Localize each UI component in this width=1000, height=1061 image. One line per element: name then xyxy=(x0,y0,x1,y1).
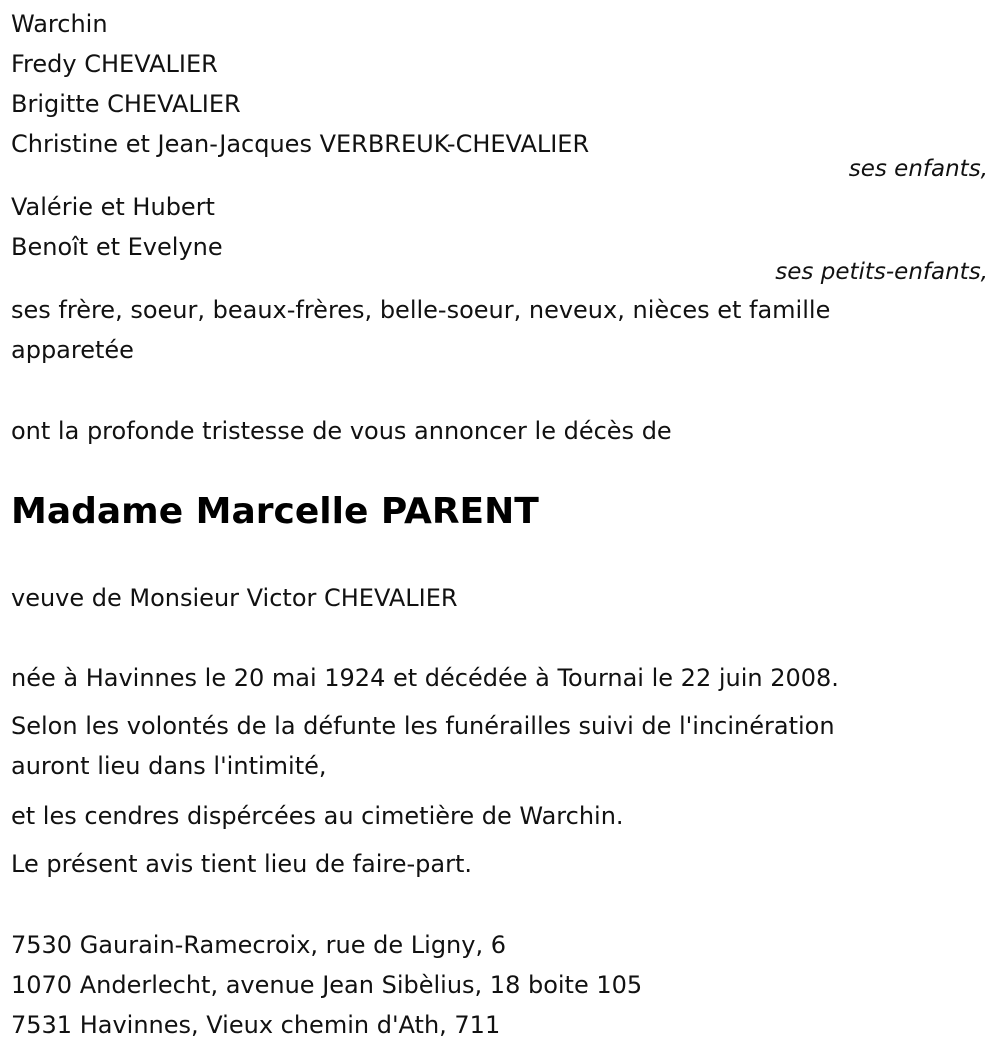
grandchildren-label: ses petits-enfants, xyxy=(775,259,988,285)
header-line-4: Christine et Jean-Jacques VERBREUK-CHEVALIER xyxy=(11,130,590,158)
widow-of: veuve de Monsieur Victor CHEVALIER xyxy=(11,584,458,612)
address-line-2: 1070 Anderlecht, avenue Jean Sibèlius, 18 boite 105 xyxy=(11,971,643,999)
funeral-line-1: Selon les volontés de la défunte les funérailles suivi de l'incinération xyxy=(11,712,835,740)
grandchild-line-1: Valérie et Hubert xyxy=(11,193,215,221)
header-line-1: Warchin xyxy=(11,10,108,38)
ashes: et les cendres dispércées au cimetière de Warchin. xyxy=(11,802,624,830)
header-line-2: Fredy CHEVALIER xyxy=(11,50,218,78)
family-line-2: apparetée xyxy=(11,336,134,364)
family-line-1: ses frère, soeur, beaux-frères, belle-soeur, neveux, nièces et famille xyxy=(11,296,831,324)
header-line-3: Brigitte CHEVALIER xyxy=(11,90,241,118)
birth-death: née à Havinnes le 20 mai 1924 et décédée à Tournai le 22 juin 2008. xyxy=(11,664,839,692)
children-label: ses enfants, xyxy=(848,156,988,182)
grandchild-line-2: Benoît et Evelyne xyxy=(11,233,223,261)
announcement: ont la profonde tristesse de vous annoncer le décès de xyxy=(11,417,672,445)
address-line-3: 7531 Havinnes, Vieux chemin d'Ath, 711 xyxy=(11,1011,501,1039)
notice: Le présent avis tient lieu de faire-part. xyxy=(11,850,473,878)
deceased-name: Madame Marcelle PARENT xyxy=(11,491,539,532)
address-line-1: 7530 Gaurain-Ramecroix, rue de Ligny, 6 xyxy=(11,931,506,959)
funeral-line-2: auront lieu dans l'intimité, xyxy=(11,752,327,780)
